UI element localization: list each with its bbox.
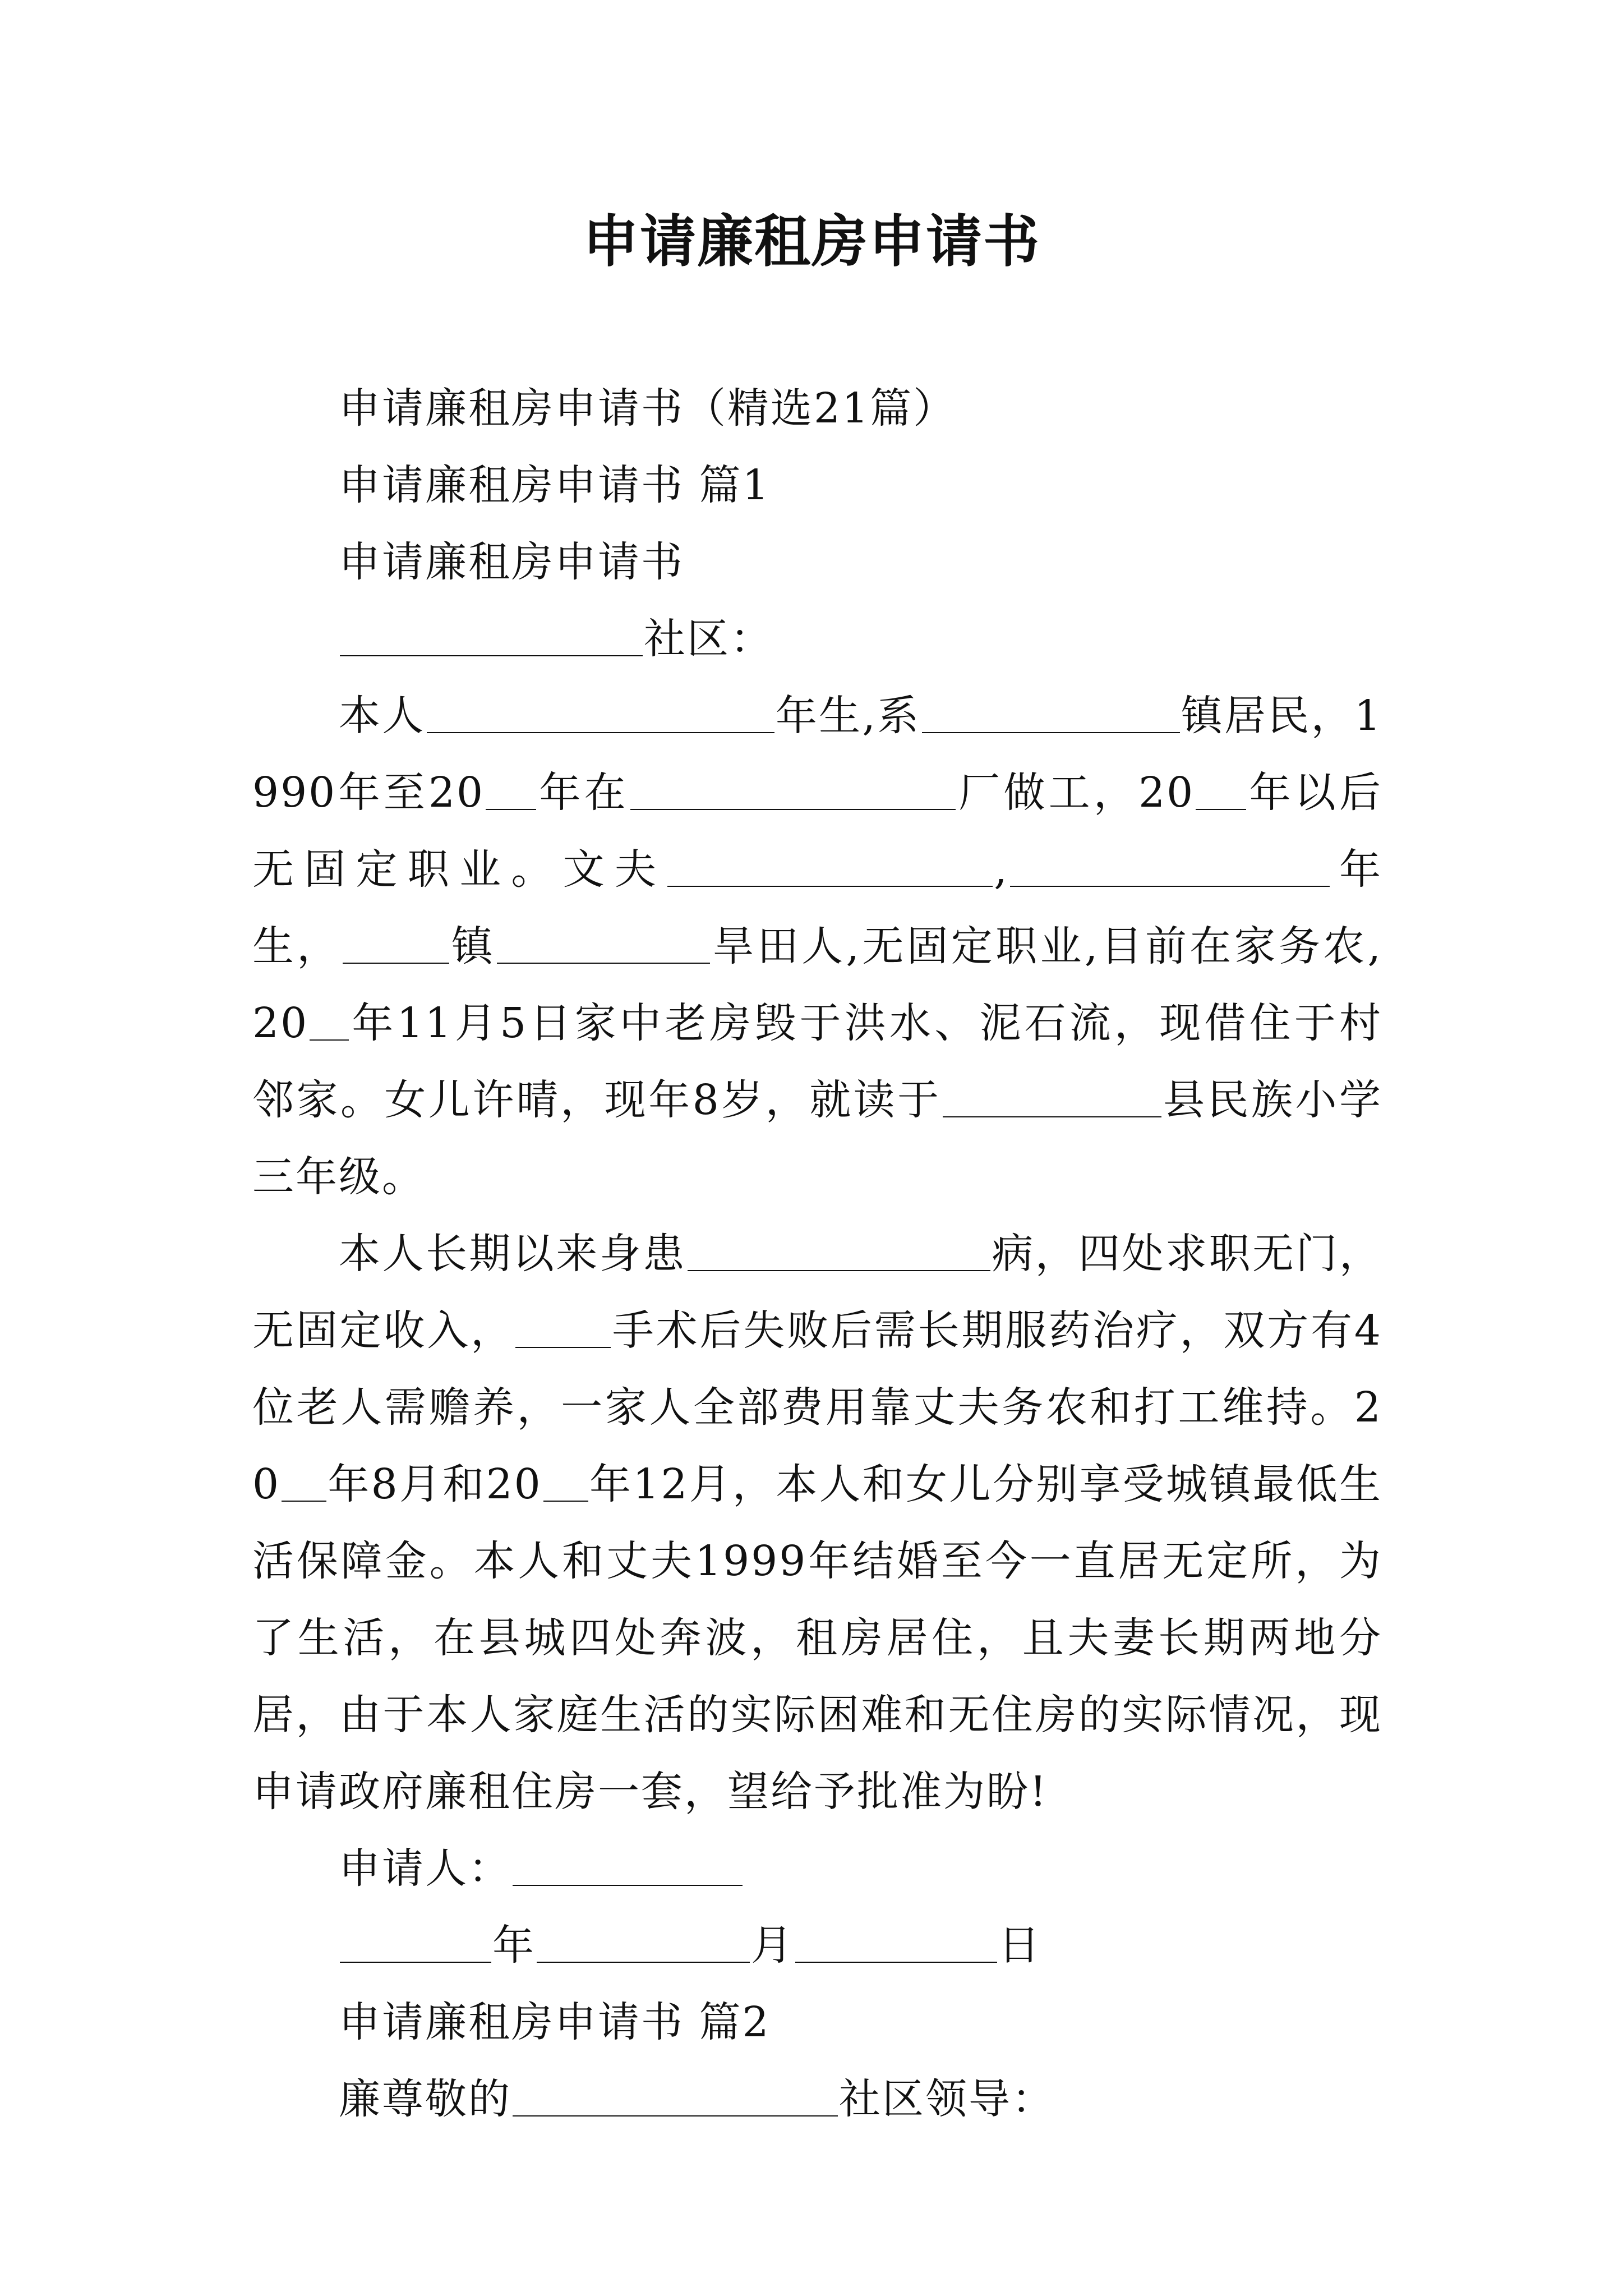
text-segment: 年12月，本人和女儿分别享受城镇最低生活保障金。本人和丈夫1999年结婚至今一直居无定所，为了生活，在县城四处奔波，租房居住，且夫妻长期两地分居，由于本人家庭生活的实际困难和无住房的实际情况，现申请政府廉租住房一套，望给予批准为盼! xyxy=(252,1460,1382,1816)
text-segment: 本人 xyxy=(339,692,426,740)
blank xyxy=(497,921,710,964)
text-segment: 手术后失败后需长期服药治疗，双方有4位老人需赡养，一家人全部费用靠丈夫务农和打工维持。20 xyxy=(252,1306,1382,1508)
date-year-label: 年 xyxy=(492,1921,536,1970)
text-segment: 年8月和20 xyxy=(328,1460,542,1508)
document-title: 申请廉租房申请书 xyxy=(583,208,1040,274)
text-segment: 年生， xyxy=(252,845,1383,970)
year-blank xyxy=(340,1920,491,1963)
blank xyxy=(943,1075,1161,1117)
blank xyxy=(667,844,993,887)
blank xyxy=(343,921,449,964)
document-body xyxy=(252,370,1382,2138)
blank xyxy=(427,691,774,733)
blank xyxy=(310,998,349,1041)
addressee-line xyxy=(252,601,1382,678)
piece2-greeting xyxy=(252,2061,1382,2138)
text-segment: 社区领导： xyxy=(839,2075,1055,2123)
blank xyxy=(282,1459,326,1502)
text-segment: , xyxy=(994,845,1009,894)
blank xyxy=(630,767,956,810)
blank xyxy=(543,1459,588,1502)
addressee-blank xyxy=(340,614,643,656)
blank xyxy=(486,767,536,810)
text-segment: 年在 xyxy=(537,769,629,817)
date-month-label: 月 xyxy=(751,1921,794,1970)
paragraph-1 xyxy=(252,678,1382,1216)
text-segment: 本人长期以来身患 xyxy=(339,1230,686,1278)
applicant-blank xyxy=(513,1843,743,1886)
text-segment: 年生,系 xyxy=(775,692,921,740)
blank xyxy=(688,1228,990,1271)
blank xyxy=(1010,844,1330,887)
text-segment: 旱田人,无固定职业,目前在家务农,20 xyxy=(252,922,1383,1047)
piece1-subtitle: 申请廉租房申请书 xyxy=(339,538,684,586)
blank xyxy=(1196,767,1246,810)
text-segment: 年以后无固定职业。文夫 xyxy=(252,769,1382,894)
paragraph-2 xyxy=(252,1216,1382,1830)
text-segment: 镇 xyxy=(450,922,496,970)
piece2-heading: 申请廉租房申请书 篇2 xyxy=(339,1998,771,2046)
text-segment: 厂做工，20 xyxy=(956,769,1195,817)
applicant-label: 申请人： xyxy=(339,1844,511,1893)
text-segment: 年11月5日家中老房毁于洪水、泥石流，现借住于村邻家。女儿许晴，现年8岁，就读于 xyxy=(252,999,1382,1124)
applicant-line xyxy=(252,1830,1382,1907)
blank xyxy=(513,2074,838,2116)
collection-title: 申请廉租房申请书（精选21篇） xyxy=(339,384,957,432)
text-segment: 县民族小学三年级。 xyxy=(252,1076,1382,1201)
date-line xyxy=(252,1907,1382,1984)
blank xyxy=(922,691,1180,733)
addressee-suffix: 社区： xyxy=(644,615,773,663)
text-segment: 廉尊敬的 xyxy=(339,2075,511,2123)
date-day-label: 日 xyxy=(998,1921,1041,1970)
blank xyxy=(515,1305,611,1348)
day-blank xyxy=(795,1920,997,1963)
text-segment: 病，四处求职无门，无固定收入， xyxy=(252,1230,1382,1355)
piece1-heading: 申请廉租房申请书 篇1 xyxy=(339,461,771,509)
text-segment: 镇居民，1990年至20 xyxy=(252,692,1382,817)
month-blank xyxy=(537,1920,750,1963)
